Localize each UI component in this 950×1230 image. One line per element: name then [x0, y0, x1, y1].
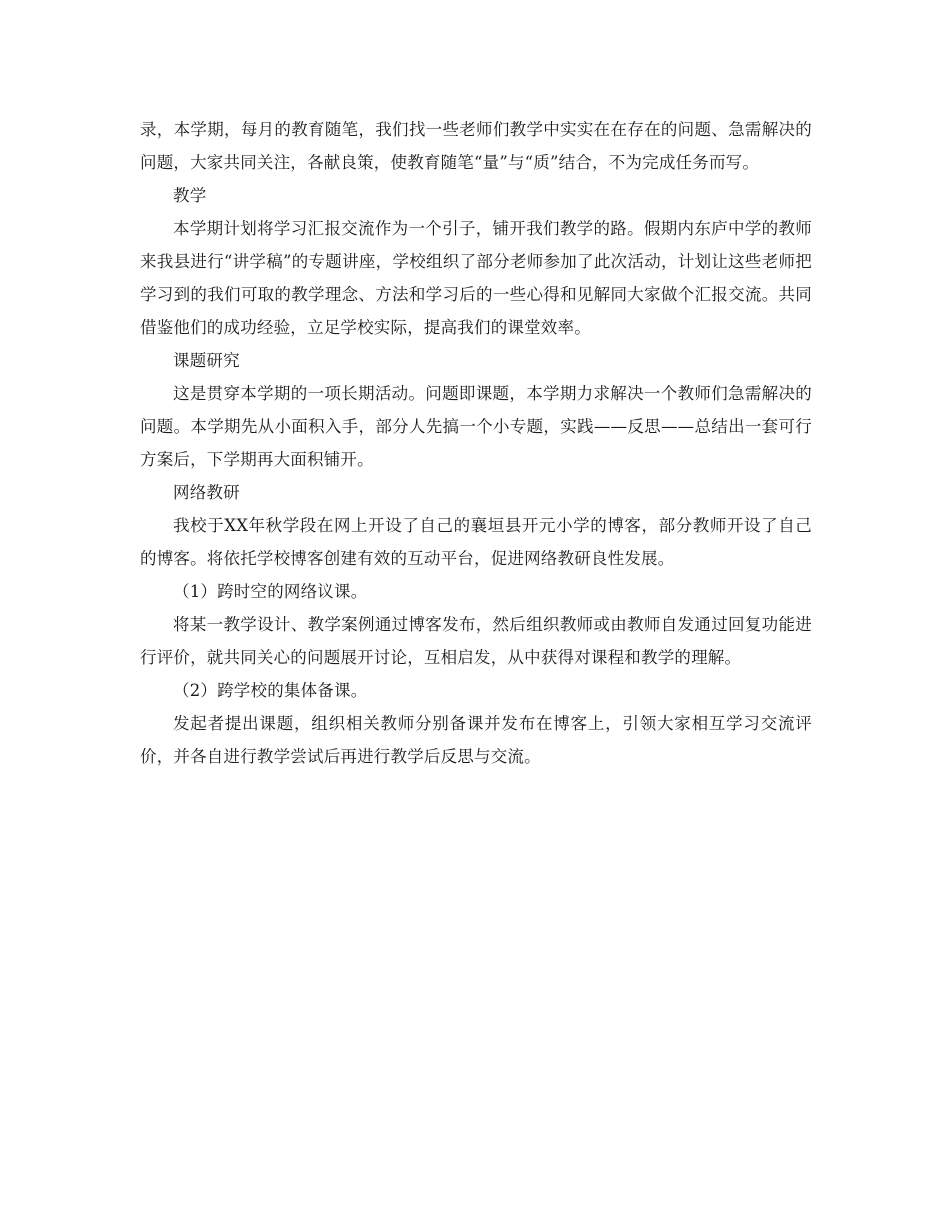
paragraph-research: 这是贯穿本学期的一项长期活动。问题即课题，本学期力求解决一个教师们急需解决的问题。本学期先从小面积入手，部分人先搞一个小专题，实践——反思——总结出一套可行方案后，下学期再大面积铺开。	[140, 384, 812, 469]
paragraph-continuation: 录，本学期，每月的教育随笔，我们找一些老师们教学中实实在在存在的问题、急需解决的问题，大家共同关注，各献良策，使教育随笔“量”与“质”结合，不为完成任务而写。	[140, 120, 812, 172]
paragraph-teaching: 本学期计划将学习汇报交流作为一个引子，铺开我们教学的路。假期内东庐中学的教师来我县进行“讲学稿”的专题讲座，学校组织了部分老师参加了此次活动，计划让这些老师把学习到的我们可取的教学理念、方法和学习后的一些心得和见解同大家做个汇报交流。共同借鉴他们的成功经验，立足学校实际，提高我们的课堂效率。	[140, 219, 812, 337]
paragraph-online-research: 我校于XX年秋学段在网上开设了自己的襄垣县开元小学的博客，部分教师开设了自己的博客。将依托学校博客创建有效的互动平台，促进网络教研良性发展。	[140, 516, 812, 568]
document-body	[140, 113, 812, 773]
paragraph-collective-lesson-prep: 发起者提出课题，组织相关教师分别备课并发布在博客上，引领大家相互学习交流评价，并各自进行教学尝试后再进行教学后反思与交流。	[140, 714, 812, 766]
subheading-online-lesson-review: （1）跨时空的网络议课。	[173, 582, 368, 601]
section-heading-online-research: 网络教研	[173, 483, 240, 502]
subheading-collective-lesson-prep: （2）跨学校的集体备课。	[173, 681, 368, 700]
section-heading-teaching: 教学	[173, 186, 207, 205]
paragraph-online-lesson-review: 将某一教学设计、教学案例通过博客发布，然后组织教师或由教师自发通过回复功能进行评价，就共同关心的问题展开讨论，互相启发，从中获得对课程和教学的理解。	[140, 615, 812, 667]
section-heading-research: 课题研究	[173, 351, 240, 370]
